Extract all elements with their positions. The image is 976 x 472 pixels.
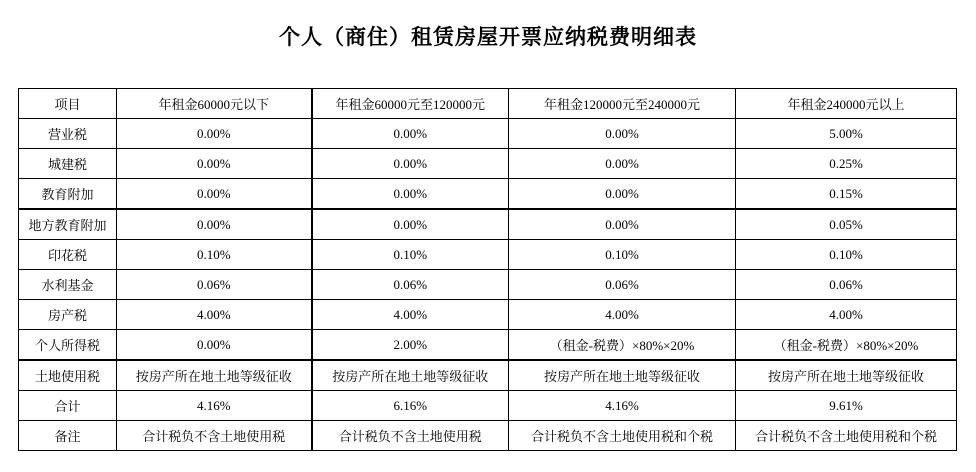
cell-value: 合计税负不含土地使用税和个税 (509, 421, 736, 451)
cell-value: 9.61% (736, 391, 957, 421)
cell-value: 4.00% (736, 300, 957, 330)
cell-value: 0.06% (736, 270, 957, 300)
cell-value: 0.10% (509, 240, 736, 270)
table-row-personal-income-tax (19, 330, 957, 361)
cell-value: 合计税负不含土地使用税 (117, 421, 312, 451)
cell-value: 0.10% (736, 240, 957, 270)
row-label: 房产税 (19, 300, 117, 330)
column-header-item: 项目 (19, 89, 117, 119)
cell-value: （租金-税费）×80%×20% (736, 330, 957, 361)
row-label: 个人所得税 (19, 330, 117, 361)
cell-value: 0.15% (736, 179, 957, 210)
row-label: 备注 (19, 421, 117, 451)
row-label: 印花税 (19, 240, 117, 270)
cell-value: 0.10% (312, 240, 509, 270)
row-label: 土地使用税 (19, 360, 117, 391)
cell-value: 合计税负不含土地使用税和个税 (736, 421, 957, 451)
cell-value: 0.25% (736, 149, 957, 179)
table-row-stamp-tax (19, 240, 957, 270)
cell-value: 合计税负不含土地使用税 (312, 421, 509, 451)
cell-value: 0.00% (312, 119, 509, 149)
column-header-bracket-3: 年租金120000元至240000元 (509, 89, 736, 119)
table-row-land-use-tax (19, 360, 957, 391)
table-row-remarks (19, 421, 957, 451)
cell-value: 按房产所在地土地等级征收 (312, 360, 509, 391)
column-header-bracket-4: 年租金240000元以上 (736, 89, 957, 119)
cell-value: 0.06% (509, 270, 736, 300)
cell-value: 0.00% (509, 209, 736, 240)
table-row-property-tax (19, 300, 957, 330)
cell-value: 0.00% (117, 330, 312, 361)
cell-value: 0.00% (117, 179, 312, 210)
row-label: 营业税 (19, 119, 117, 149)
cell-value: 0.00% (509, 179, 736, 210)
cell-value: 0.00% (117, 149, 312, 179)
cell-value: 0.06% (117, 270, 312, 300)
cell-value: 0.00% (117, 209, 312, 240)
tax-detail-table (18, 88, 957, 451)
cell-value: 0.00% (509, 119, 736, 149)
column-header-bracket-1: 年租金60000元以下 (117, 89, 312, 119)
table-row-total (19, 391, 957, 421)
row-label: 城建税 (19, 149, 117, 179)
cell-value: 4.16% (509, 391, 736, 421)
cell-value: 4.00% (312, 300, 509, 330)
cell-value: （租金-税费）×80%×20% (509, 330, 736, 361)
cell-value: 0.06% (312, 270, 509, 300)
table-row-education-surcharge (19, 179, 957, 210)
row-label: 水利基金 (19, 270, 117, 300)
cell-value: 4.00% (509, 300, 736, 330)
row-label: 地方教育附加 (19, 209, 117, 240)
cell-value: 4.16% (117, 391, 312, 421)
cell-value: 5.00% (736, 119, 957, 149)
cell-value: 0.00% (312, 209, 509, 240)
cell-value: 0.00% (117, 119, 312, 149)
cell-value: 按房产所在地土地等级征收 (117, 360, 312, 391)
cell-value: 按房产所在地土地等级征收 (736, 360, 957, 391)
table-row-business-tax (19, 119, 957, 149)
cell-value: 0.00% (312, 179, 509, 210)
cell-value: 0.10% (117, 240, 312, 270)
cell-value: 0.00% (509, 149, 736, 179)
cell-value: 2.00% (312, 330, 509, 361)
cell-value: 0.05% (736, 209, 957, 240)
table-row-urban-construction-tax (19, 149, 957, 179)
table-row-water-conservancy-fund (19, 270, 957, 300)
table-header-row (19, 89, 957, 119)
row-label: 教育附加 (19, 179, 117, 210)
column-header-bracket-2: 年租金60000元至120000元 (312, 89, 509, 119)
cell-value: 6.16% (312, 391, 509, 421)
cell-value: 按房产所在地土地等级征收 (509, 360, 736, 391)
row-label: 合计 (19, 391, 117, 421)
table-row-local-education-surcharge (19, 209, 957, 240)
cell-value: 4.00% (117, 300, 312, 330)
cell-value: 0.00% (312, 149, 509, 179)
page-title: 个人（商住）租赁房屋开票应纳税费明细表 (279, 25, 697, 49)
